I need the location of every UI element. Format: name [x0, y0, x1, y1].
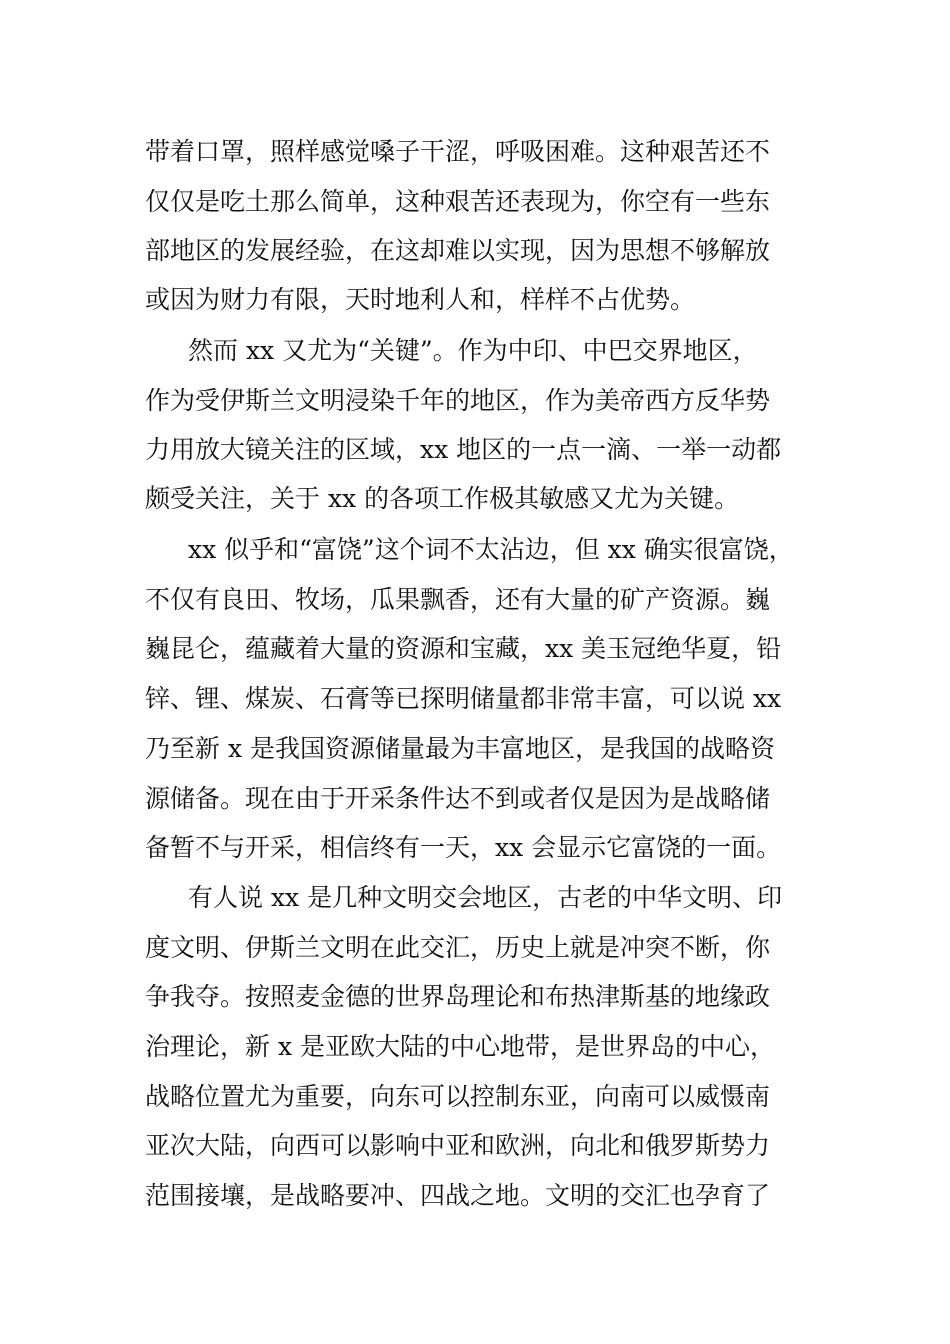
text-line: 颇受关注，关于 xx 的各项工作极其敏感又尤为关键。 — [145, 484, 740, 513]
text-line: 亚次大陆，向西可以影响中亚和欧洲，向北和俄罗斯势力 — [145, 1131, 771, 1160]
paragraph-first-line: 然而 xx 又尤为“关键”。作为中印、中巴交界地区， — [188, 336, 758, 365]
paragraph-first-line: xx 似乎和“富饶”这个词不太沾边，但 xx 确实很富饶， — [188, 535, 794, 564]
text-line: 巍昆仑，蕴藏着大量的资源和宝藏，xx 美玉冠绝华夏，铅 — [145, 634, 782, 663]
text-line: 作为受伊斯兰文明浸染千年的地区，作为美帝西方反华势 — [145, 386, 771, 415]
text-line: 备暂不与开采，相信终有一天，xx 会显示它富饶的一面。 — [145, 833, 782, 862]
text-line: 度文明、伊斯兰文明在此交汇，历史上就是冲突不断，你 — [145, 933, 771, 962]
text-line: 力用放大镜关注的区域，xx 地区的一点一滴、一举一动都 — [145, 435, 782, 464]
text-line: 争我夺。按照麦金德的世界岛理论和布热津斯基的地缘政 — [145, 982, 771, 1011]
text-line: 部地区的发展经验，在这却难以实现，因为思想不够解放 — [145, 236, 771, 265]
text-line: 范围接壤，是战略要冲、四战之地。文明的交汇也孕育了 — [145, 1181, 771, 1210]
text-line: 乃至新 x 是我国资源储量最为丰富地区，是我国的战略资 — [145, 734, 775, 763]
paragraph-first-line: 有人说 xx 是几种文明交会地区，古老的中华文明、印 — [188, 883, 783, 912]
text-line: 治理论，新 x 是亚欧大陆的中心地带，是世界岛的中心， — [145, 1032, 775, 1061]
text-line: 锌、锂、煤炭、石膏等已探明储量都非常丰富，可以说 xx — [145, 684, 782, 713]
text-line: 战略位置尤为重要，向东可以控制东亚，向南可以威慑南 — [145, 1082, 771, 1111]
text-line: 源储备。现在由于开采条件达不到或者仅是因为是战略储 — [145, 784, 771, 813]
text-line: 仅仅是吃土那么简单，这种艰苦还表现为，你空有一些东 — [145, 187, 771, 216]
text-line: 带着口罩，照样感觉嗓子干涩，呼吸困难。这种艰苦还不 — [145, 137, 771, 166]
text-line: 或因为财力有限，天时地利人和，样样不占优势。 — [145, 285, 696, 314]
text-line: 不仅有良田、牧场，瓜果飘香，还有大量的矿产资源。巍 — [145, 585, 771, 614]
